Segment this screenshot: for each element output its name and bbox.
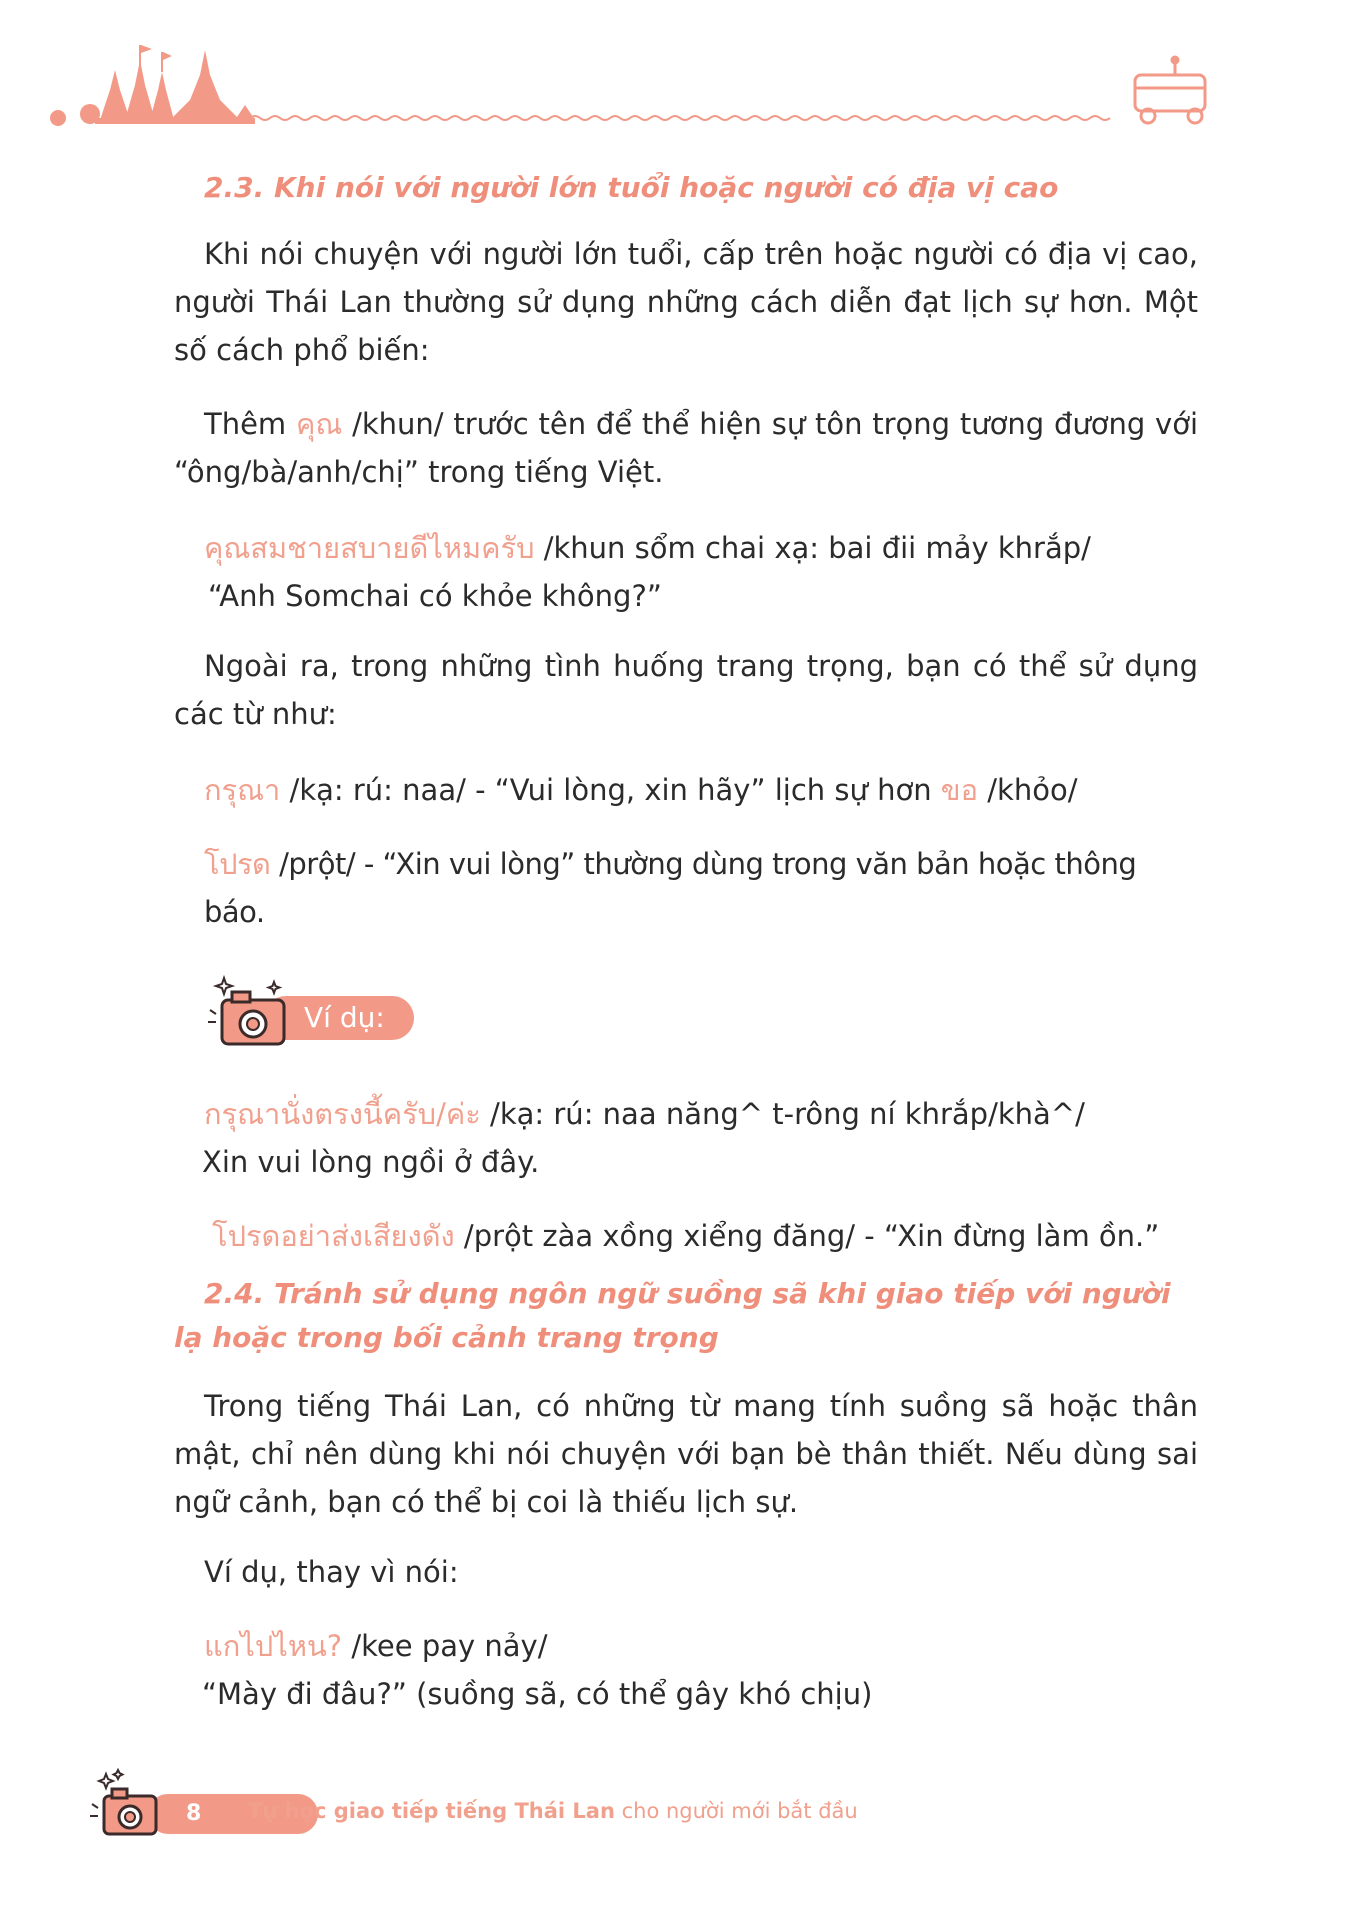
content (174, 160, 1198, 1718)
khun-pre-text: Thêm (204, 407, 296, 441)
example2-romanization: /kạ: rú: naa năng^ t-rông ní khrắp/khà^/ (480, 1097, 1085, 1131)
example1-meaning: “Anh Somchai có khỏe không?” (208, 579, 662, 613)
page-number: 8 (186, 1801, 202, 1826)
section-2-3-intro: Khi nói chuyện với người lớn tuổi, cấp trên hoặc người có địa vị cao, người Thái Lan thường sử dụng những cách diễn đạt lịch sự hơn. Một số cách phổ biến: (174, 237, 1198, 367)
footer-title-bold: Tự học giao tiếp tiếng Thái Lan (248, 1799, 615, 1823)
tuk-tuk-icon (1135, 57, 1205, 123)
khun-explanation (174, 400, 1198, 496)
casual-meaning: “Mày đi đâu?” (suồng sã, có thể gây khó chịu) (202, 1677, 873, 1711)
kho-thai: ขอ (940, 773, 979, 807)
casual-thai: แกไปไหน? (204, 1629, 343, 1663)
header-decoration (40, 30, 1220, 130)
example1-romanization: /khun sổm chai xạ: bai đii mảy khrắp/ (534, 531, 1091, 565)
example2-line (174, 1090, 1198, 1138)
example-badge (204, 970, 444, 1060)
karuna-thai: กรุณา (204, 773, 281, 807)
header-wave-line (250, 116, 1110, 120)
example3-thai: โปรดอย่าส่งเสียงดัง (212, 1219, 455, 1253)
example2-meaning: Xin vui lòng ngồi ở đây. (202, 1145, 540, 1179)
example-badge-label: Ví dụ: (304, 1001, 385, 1034)
footer (88, 1768, 988, 1838)
khun-post-text: /khun/ trước tên để thể hiện sự tôn trọng tương đương với “ông/bà/anh/chị” trong tiếng Việt. (174, 407, 1199, 489)
section-heading-2-4: 2.4. Tránh sử dụng ngôn ngữ suồng sã khi giao tiếp với người lạ hoặc trong bối cảnh trang trọng (174, 1277, 1171, 1354)
kho-text: /khỏo/ (978, 773, 1078, 807)
section-2-4-intro: Trong tiếng Thái Lan, có những từ mang tính suồng sã hoặc thân mật, chỉ nên dùng khi nói chuyện với bạn bè thân thiết. Nếu dùng sai ngữ cảnh, bạn có thể bị coi là thiếu lịch sự. (174, 1389, 1198, 1519)
camera-icon (204, 970, 294, 1060)
prot-line (174, 840, 1198, 936)
prot-text: /prột/ - “Xin vui lòng” thường dùng trong văn bản hoặc thông báo. (204, 847, 1137, 929)
section-heading-2-3: 2.3. Khi nói với người lớn tuổi hoặc người có địa vị cao (204, 171, 1059, 204)
karuna-line (174, 766, 1198, 814)
karuna-text: /kạ: rú: naa/ - “Vui lòng, xin hãy” lịch sự hơn (280, 773, 941, 807)
temple-skyline-icon (50, 45, 255, 126)
example1-line (174, 524, 1198, 572)
formal-intro: Ngoài ra, trong những tình huống trang trọng, bạn có thể sử dụng các từ như: (174, 649, 1198, 731)
example2-thai: กรุณานั่งตรงนี้ครับ/ค่ะ (204, 1097, 481, 1131)
prot-thai: โปรด (204, 847, 271, 881)
footer-title-rest: cho người mới bắt đầu (614, 1799, 858, 1823)
camera-icon (88, 1768, 168, 1848)
example3-romanization: /prột zàa xồng xiểng đăng/ - “Xin đừng làm ồn.” (454, 1219, 1160, 1253)
instead-line: Ví dụ, thay vì nói: (204, 1555, 459, 1589)
khun-thai-word: คุณ (295, 407, 343, 441)
example1-thai: คุณสมชายสบายดีไหมครับ (204, 531, 535, 565)
example3-line (174, 1212, 1198, 1260)
casual-romanization: /kee pay nảy/ (342, 1629, 548, 1663)
footer-title (248, 1794, 858, 1828)
casual-line (174, 1622, 1198, 1670)
